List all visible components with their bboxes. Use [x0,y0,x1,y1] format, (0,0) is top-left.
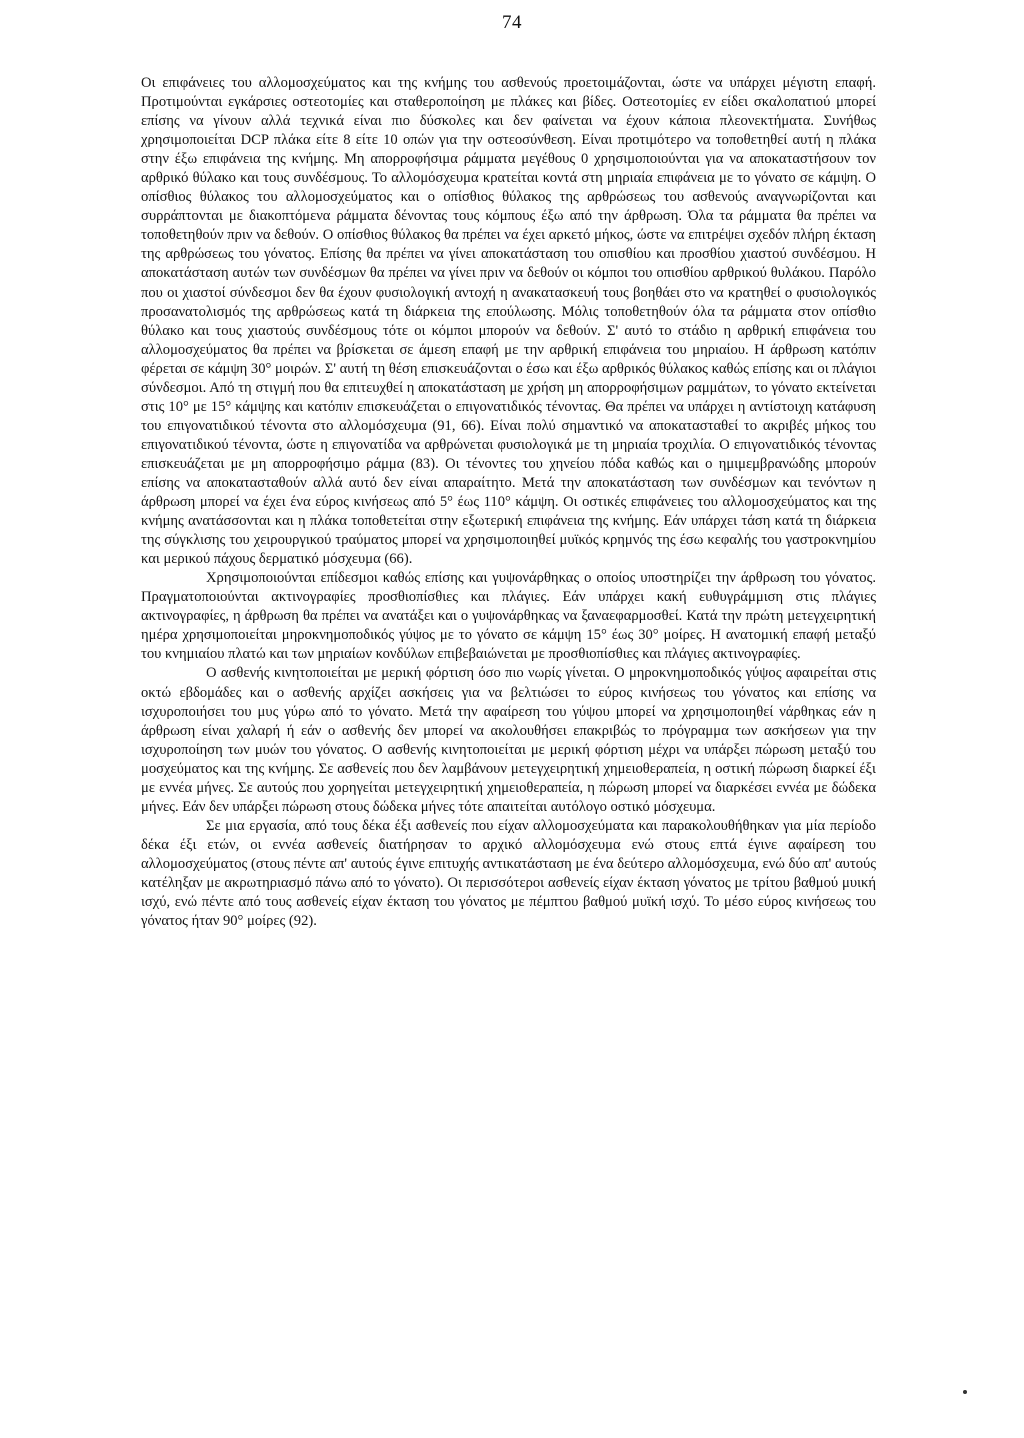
paragraph-1: Οι επιφάνειες του αλλομοσχεύματος και της κνήμης του ασθενούς προετοιμάζονται, ώστε να υπάρχει μέγιστη επαφή. Προτιμούνται εγκάρσιες οστεοτομίες και σταθεροποίηση με πλάκες και βίδες. Οστεοτομίες εν είδει σκαλοπατιού μπορεί επίσης να γίνουν αλλά τεχνικά είναι πιο δύσκολες και δεν φαίνεται να έχουν κάποια πλεονεκτήματα. Συνήθως χρησιμοποιείται DCP πλάκα είτε 8 είτε 10 οπών για την οστεοσύνθεση. Είναι προτιμότερο να τοποθετηθεί αυτή η πλάκα στην έξω επιφάνεια της κνήμης. Μη απορροφήσιμα ράμματα μεγέθους 0 χρησιμοποιούνται για να αποκαταστήσουν τον αρθρικό θύλακο και τους συνδέσμους. Το αλλομόσχευμα κρατείται κοντά στη μηριαία επιφάνεια με το γόνατο σε κάμψη. Ο οπίσθιος θύλακος του αλλομοσχεύματος και ο οπίσθιος θύλακος της αρθρώσεως του ασθενούς αναγνωρίζονται και συρράπτονται με διακοπτόμενα ράμματα δένοντας τους κόμπους έξω από την άρθρωση. Όλα τα ράμματα θα πρέπει να τοποθετηθούν πριν να δεθούν. Ο οπίσθιος θύλακος θα πρέπει να έχει αρκετό μήκος, ώστε να επιτρέψει σχεδόν πλήρη έκταση της αρθρώσεως του γόνατος. Επίσης θα πρέπει να γίνει αποκατάσταση του οπισθίου και προσθίου χιαστού συνδέσμου. Η αποκατάσταση αυτών των συνδέσμων θα πρέπει να γίνει πριν να δεθούν οι κόμποι του οπισθίου αρθρικού θυλάκου. Παρόλο που οι χιαστοί σύνδεσμοι δεν θα έχουν φυσιολογική αντοχή η ανακατασκευή τους βοηθάει στο να κρατηθεί ο φυσιολογικός προσανατολισμός της αρθρώσεως κατά τη διάρκεια της επούλωσης. Μόλις τοποθετηθούν όλα τα ράμματα στον οπίσθιο θύλακο και τους χιαστούς συνδέσμους τότε οι κόμποι μπορούν να δεθούν. Σ' αυτό το στάδιο η αρθρική επιφάνεια του αλλομοσχεύματος θα πρέπει να βρίσκεται σε άμεση επαφή με την αρθρική επιφάνεια του μηριαίου. Η άρθρωση κατόπιν φέρεται σε κάμψη 30° μοιρών. Σ' αυτή τη θέση επισκευάζονται ο έσω και έξω αρθρικός θύλακος καθώς επίσης και οι πλάγιοι σύνδεσμοι. Από τη στιγμή που θα επιτευχθεί η αποκατάσταση με χρήση μη απορροφήσιμων ραμμάτων, το γόνατο εκτείνεται στις 10° με 15° κάμψης και κατόπιν επισκευάζεται ο επιγονατιδικός τένοντας. Θα πρέπει να υπάρχει η αντίστοιχη κατάφυση του επιγονατιδικού τένοντα στο αλλομόσχευμα (91, 66). Είναι πολύ σημαντικό να αποκατασταθεί το ακριβές μήκος του επιγονατιδικού τένοντα, ώστε η επιγονατίδα να αρθρώνεται φυσιολογικά με τη μηριαία τροχιλία. Ο επιγονατιδικός τένοντας επισκευάζεται με μη απορροφήσιμο ράμμα (83). Οι τένοντες του χηνείου πόδα καθώς και ο ημιμεμβρανώδης μπορούν επίσης να αποκατασταθούν αλλά αυτό δεν είναι απαραίτητο. Μετά την αποκατάσταση των συνδέσμων και τενόντων η άρθρωση μπορεί να έχει ένα εύρος κινήσεως από 5° έως 110° κάμψη. Οι οστικές επιφάνειες του αλλομοσχεύματος και της κνήμης ανατάσσονται και η πλάκα τοποθετείται στην εξωτερική επιφάνεια της κνήμης. Εάν υπάρχει τάση κατά τη διάρκεια της σύγκλισης του χειρουργικού τραύματος μπορεί να χρησιμοποιηθεί μυϊκός κρημνός της έσω κεφαλής του γαστροκνημίου και μερικού πάχους δερματικό μόσχευμα (66). [141,75,876,568]
body-text [141,74,876,931]
paragraph-2: Χρησιμοποιούνται επίδεσμοι καθώς επίσης και γυψονάρθηκας ο οποίος υποστηρίζει την άρθρωση του γόνατος. Πραγματοποιούνται ακτινογραφίες προσθιοπίσθιες και πλάγιες. Εάν υπάρχει κακή ευθυγράμμιση στις πλάγιες ακτινογραφίες, η άρθρωση θα πρέπει να ανατάξει και ο γυψονάρθηκας να ξαναεφαρμοσθεί. Κατά την πρώτη μετεγχειρητική ημέρα χρησιμοποιείται μηροκνημοποδικός γύψος με το γόνατο σε κάμψη 15° έως 30° μοίρες. Η ανατομική επαφή μεταξύ του κνημιαίου πλατώ και των μηριαίων κονδύλων επιβεβαιώνεται με προσθιοπίσθιες και πλάγιες ακτινογραφίες. [141,570,876,663]
page-number: 74 [502,12,522,33]
paragraph-3: Ο ασθενής κινητοποιείται με μερική φόρτιση όσο πιο νωρίς γίνεται. Ο μηροκνημοποδικός γύψος αφαιρείται στις οκτώ εβδομάδες και ο ασθενής αρχίζει ασκήσεις για να βελτιώσει το εύρος κινήσεως του γόνατος και επίσης να ισχυροποιήσει του μυς γύρω από το γόνατο. Μετά την αφαίρεση του γύψου μπορεί να χρησιμοποιηθεί νάρθηκας εάν η άρθρωση είναι χαλαρή ή εάν ο ασθενής δεν μπορεί να ακολουθήσει επακριβώς το πρόγραμμα των ασκήσεων για την ισχυροποίηση των μυών του γόνατος. Ο ασθενής κινητοποιείται με μερική φόρτιση μέχρι να υπάρξει πώρωση μεταξύ του μοσχεύματος και της κνήμης. Σε ασθενείς που δεν λαμβάνουν μετεγχειρητική χημειοθεραπεία, η οστική πώρωση διαρκεί έξι με εννέα μήνες. Σε αυτούς που χορηγείται μετεγχειρητική χημειοθεραπεία, η πώρωση μπορεί να διαρκέσει εννέα με δώδεκα μήνες. Εάν δεν υπάρξει πώρωση στους δώδεκα μήνες τότε απαιτείται αυτόλογο οστικό μόσχευμα. [141,665,876,815]
paragraph-4: Σε μια εργασία, από τους δέκα έξι ασθενείς που είχαν αλλομοσχεύματα και παρακολουθήθηκαν για μία περίοδο δέκα έξι ετών, οι εννέα ασθενείς διατήρησαν το αρχικό αλλομόσχευμα ενώ στους επτά έγινε αφαίρεση του αλλομοσχεύματος (στους πέντε απ' αυτούς έγινε επιτυχής αντικατάσταση με ένα δεύτερο αλλομόσχευμα, ενώ δύο απ' αυτούς κατέληξαν με ακρωτηριασμό πάνω από το γόνατο). Οι περισσότεροι ασθενείς είχαν έκταση γόνατος με τρίτου βαθμού μυική ισχύ, ενώ πέντε από τους ασθενείς είχαν έκταση του γόνατος με πέμπτου βαθμού μυϊκή ισχύ. Το μέσο εύρος κινήσεως του γόνατος ήταν 90° μοίρες (92). [141,817,876,930]
scan-speck [963,1390,967,1394]
